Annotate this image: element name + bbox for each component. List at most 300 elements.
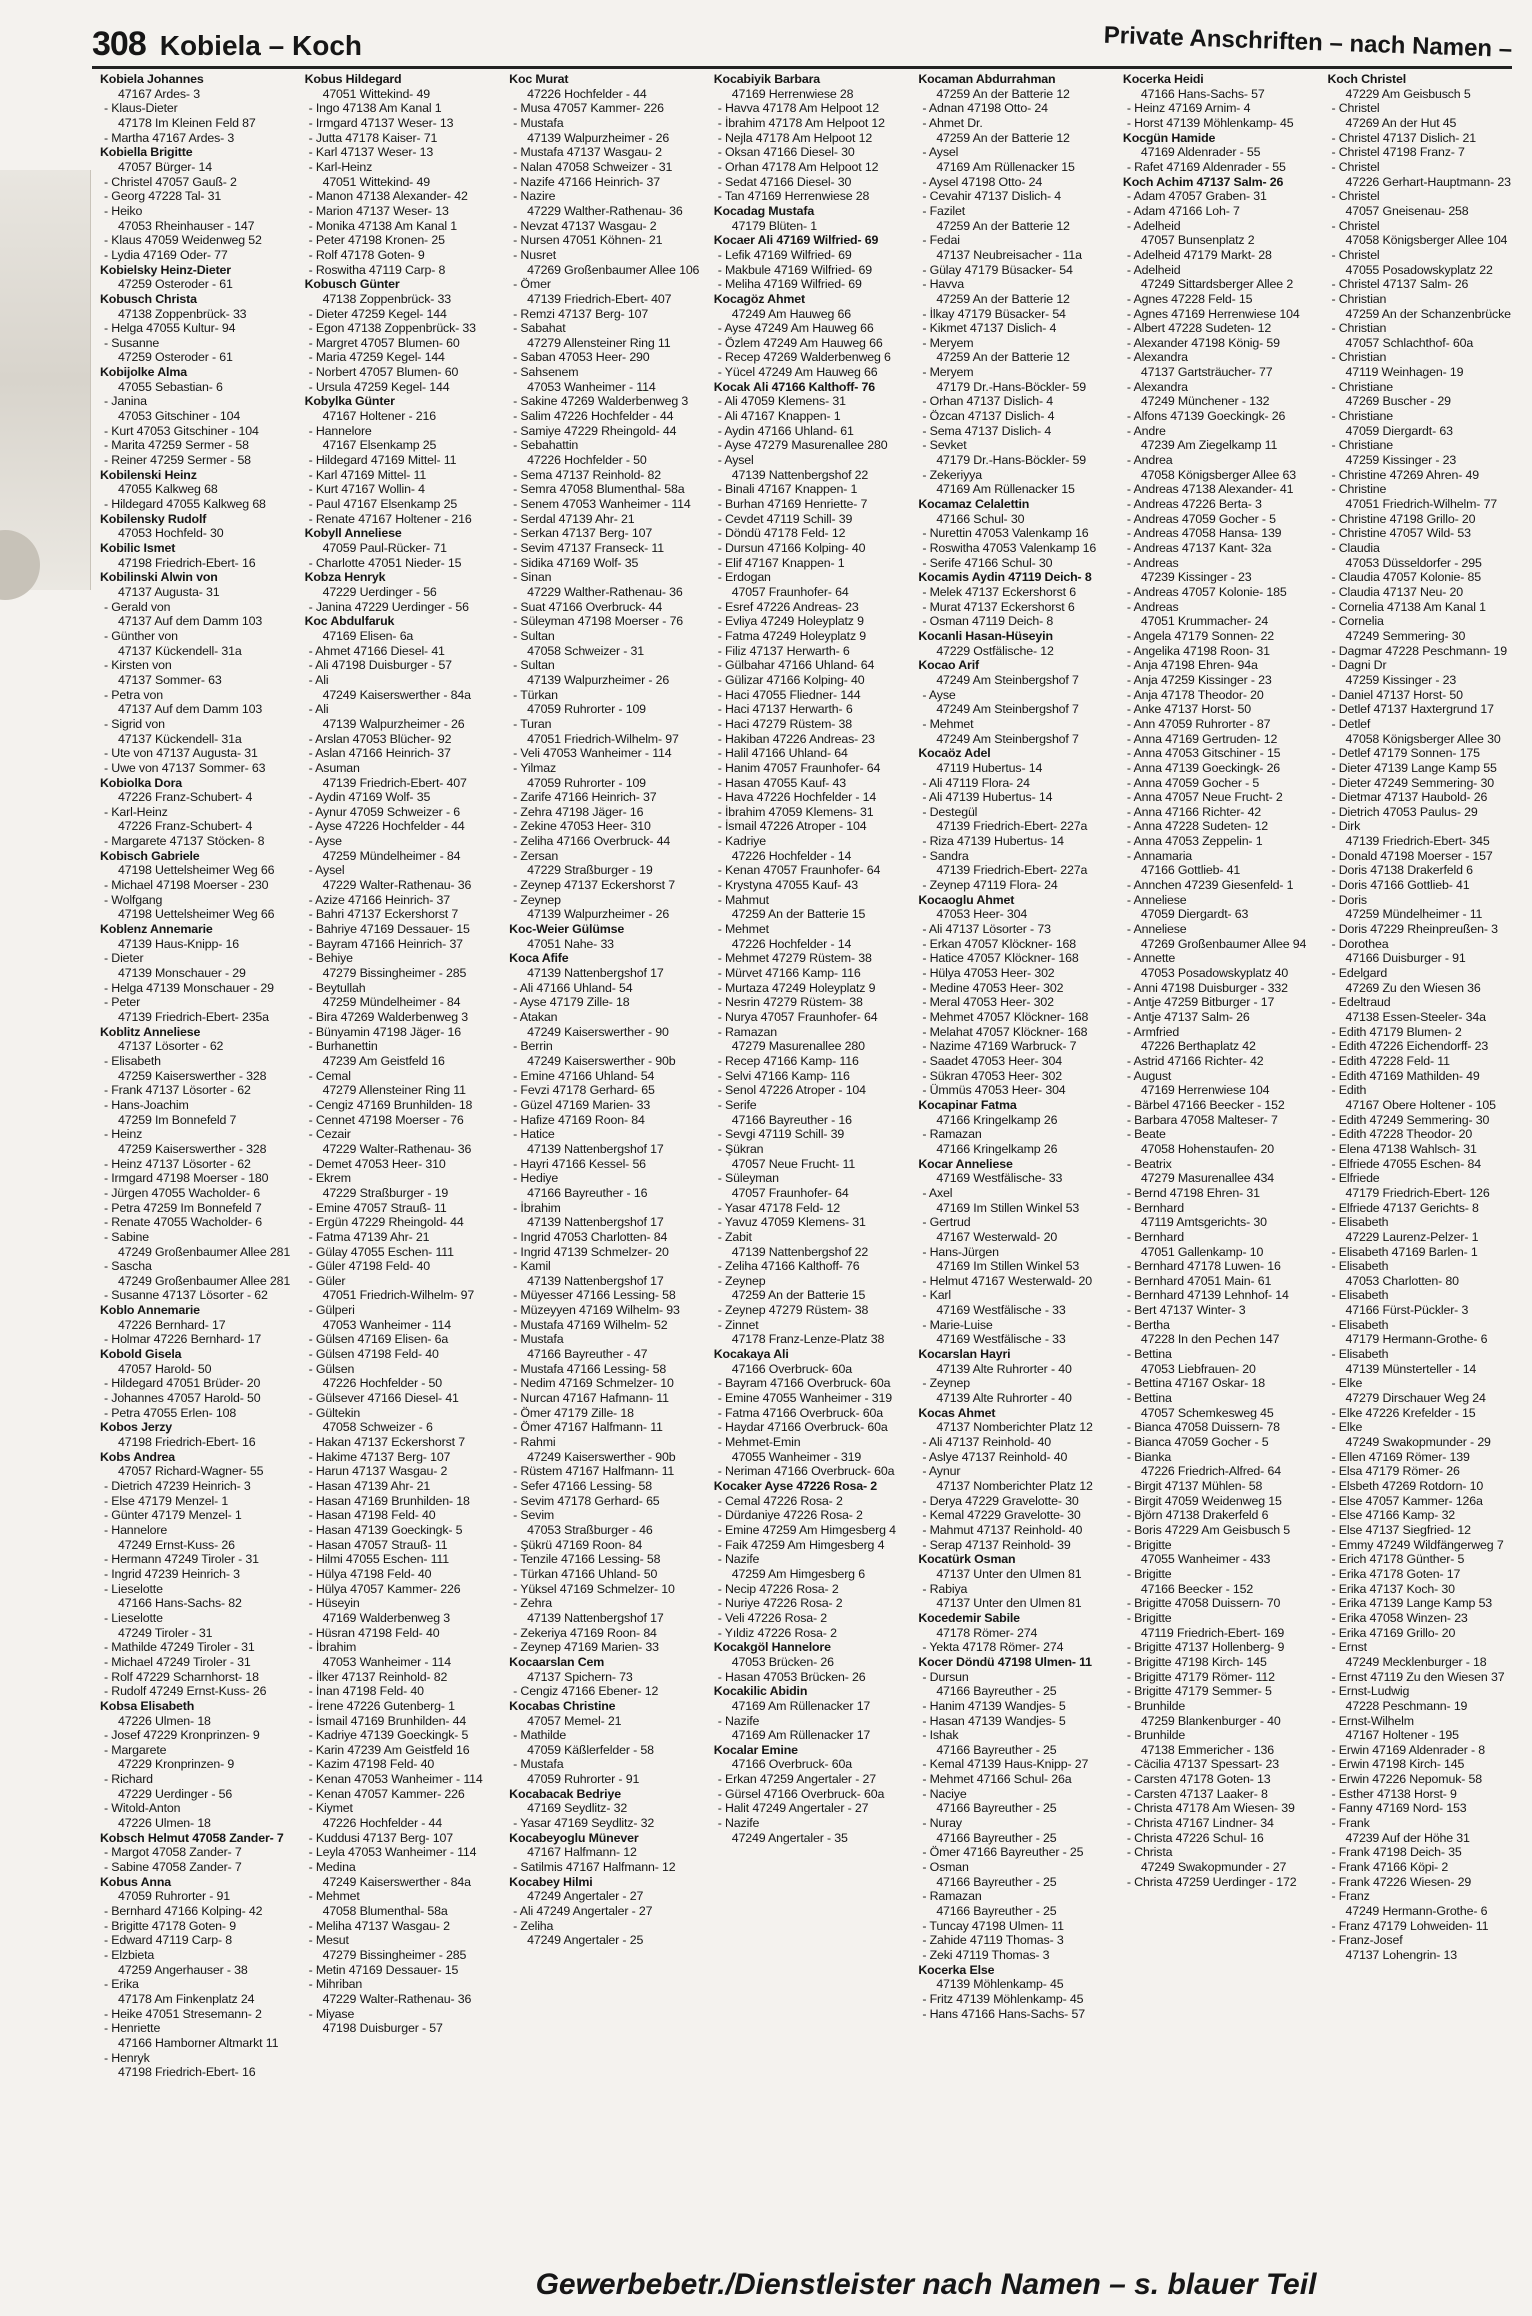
address-line: 47169 Am Rüllenacker 17 [731, 1698, 871, 1713]
given-name-entry: - Rolf 47178 Goten- 9 [308, 247, 425, 262]
given-name-entry: - Tan 47169 Herrenwiese 28 [717, 189, 870, 204]
given-name-entry: - Hildegard 47169 Mittel- 11 [308, 453, 457, 468]
given-name-entry: - Hasan 47169 Brunhilden- 18 [308, 1493, 470, 1508]
given-name-entry: - Ekrem [308, 1171, 351, 1186]
given-name-entry: - Anna 47228 Sudeten- 12 [1126, 819, 1268, 834]
address-line: 47055 Wanheimer - 319 [731, 1449, 862, 1464]
address-line: 47166 Hans-Sachs- 57 [1140, 86, 1265, 101]
surname-heading: Koch Christel [1327, 72, 1407, 86]
address-line: 47226 Bernhard- 17 [118, 1317, 226, 1332]
given-name-entry: - Witold-Anton [104, 1801, 181, 1816]
given-name-entry: - Dursun 47166 Kolping- 40 [717, 541, 866, 555]
given-name-entry: - Mustafa [513, 1757, 564, 1772]
given-name-entry: - Astrid 47166 Richter- 42 [1126, 1053, 1264, 1068]
address-line: 47198 Friedrich-Ebert- 16 [118, 2065, 256, 2080]
given-name-entry: - Michael 47198 Moerser - 230 [104, 878, 269, 893]
surname-heading: Kocarslan Hayri [918, 1347, 1011, 1362]
given-name-entry: - Rabiya [922, 1581, 968, 1596]
address-line: 47226 Franz-Schubert- 4 [118, 790, 253, 805]
address-line: 47249 Am Steinbergshof 7 [936, 702, 1079, 717]
surname-heading: Kobold Gisela [100, 1347, 182, 1362]
given-name-entry: - Aslye 47137 Reinhold- 40 [922, 1449, 1068, 1464]
given-name-entry: - Annamaria [1126, 848, 1193, 863]
given-name-entry: - Hans 47166 Hans-Sachs- 57 [922, 2006, 1085, 2021]
given-name-entry: - Atakan [513, 1010, 558, 1024]
listing-column-4 [714, 72, 907, 2262]
given-name-entry: - Bira 47269 Walderbenweg 3 [308, 1010, 468, 1024]
given-name-entry: - Veli 47053 Wanheimer - 114 [513, 746, 672, 761]
address-line: 47249 Kaiserswerther - 84a [322, 1874, 471, 1889]
given-name-entry: - Şükran [717, 1141, 764, 1156]
given-name-entry: - Andreas 47226 Berta- 3 [1126, 497, 1262, 512]
surname-heading: Kocagöz Ahmet [713, 291, 805, 306]
given-name-entry: - Fatma 47166 Overbruck- 60a [717, 1405, 883, 1420]
given-name-entry: - Sevgi 47119 Schill- 39 [717, 1127, 845, 1142]
given-name-entry: - Adam 47057 Graben- 31 [1126, 189, 1267, 204]
given-name-entry: - Heiko [104, 203, 143, 218]
given-name-entry: - Bernhard 47051 Main- 61 [1126, 1273, 1272, 1288]
surname-heading: Kobiolka Dora [100, 775, 183, 790]
given-name-entry: - Nazife 47166 Heinrich- 37 [513, 174, 660, 189]
given-name-entry: - Renate 47167 Holtener - 216 [308, 511, 472, 526]
given-name-entry: - Anna 47053 Gitschiner - 15 [1126, 746, 1281, 761]
address-line: 47249 Angertaler - 25 [527, 1933, 644, 1948]
given-name-entry: - Kenan 47053 Wanheimer - 114 [308, 1772, 483, 1787]
given-name-entry: - Hakiban 47226 Andreas- 23 [717, 731, 875, 746]
given-name-entry: - Andreas 47057 Kolonie- 185 [1126, 584, 1287, 599]
given-name-entry: - Meliha 47137 Wasgau- 2 [308, 1918, 450, 1933]
given-name-entry: - Derya 47229 Gravelotte- 30 [922, 1493, 1079, 1508]
address-line: 47249 Angertaler - 27 [527, 1889, 644, 1904]
given-name-entry: - Anja 47178 Theodor- 20 [1126, 687, 1264, 702]
address-line: 47139 Friedrich-Ebert- 345 [1345, 834, 1490, 849]
given-name-entry: - Anni 47198 Duisburger - 332 [1126, 980, 1288, 995]
given-name-entry: - Dagni Dr [1331, 658, 1387, 673]
given-name-entry: - Björn 47138 Drakerfeld 6 [1126, 1508, 1269, 1523]
address-line: 47166 Bayreuther - 16 [527, 1185, 648, 1200]
given-name-entry: - Zehra [513, 1596, 553, 1611]
address-line: 47249 Kaiserswerther - 90 [527, 1024, 669, 1039]
given-name-entry: - Christa 47167 Lindner- 34 [1126, 1816, 1274, 1831]
address-line: 47057 Schlachthof- 60a [1345, 335, 1474, 350]
address-line: 47279 Allensteiner Ring 11 [527, 335, 671, 350]
given-name-entry: - Turan [513, 716, 552, 731]
given-name-entry: - Edith [1331, 1083, 1367, 1098]
given-name-entry: - Ayse 47226 Hochfelder - 44 [308, 819, 465, 834]
address-line: 47166 Bayreuther - 25 [936, 1801, 1057, 1816]
address-line: 47051 Gallenkamp- 10 [1140, 1244, 1264, 1259]
given-name-entry: - Erika 47178 Goten- 17 [1331, 1566, 1461, 1581]
address-line: 47058 Schweizer - 31 [527, 643, 645, 658]
address-line: 47053 Wanheimer - 114 [527, 379, 656, 394]
given-name-entry: - Elke 47226 Krefelder - 15 [1331, 1405, 1476, 1420]
given-name-entry: - Elzbieta [104, 1948, 155, 1962]
address-line: 47259 An der Batterie 12 [936, 130, 1070, 145]
given-name-entry: - Hasan 47139 Goeckingk- 5 [308, 1522, 463, 1537]
given-name-entry: - Erwin 47198 Kirch- 145 [1331, 1757, 1465, 1772]
given-name-entry: - Metin 47169 Dessauer- 15 [308, 1962, 459, 1977]
given-name-entry: - Mustafa 47137 Wasgau- 2 [513, 145, 662, 160]
address-line: 47119 Amtsgerichts- 30 [1140, 1215, 1267, 1230]
given-name-entry: - Maria 47259 Kegel- 144 [308, 350, 445, 365]
address-line: 47058 Hohenstaufen- 20 [1140, 1141, 1274, 1156]
given-name-entry: - Leyla 47053 Wanheimer - 114 [308, 1845, 477, 1860]
surname-heading: Koblenz Annemarie [100, 922, 213, 937]
given-name-entry: - Ömer 47167 Halfmann- 11 [513, 1420, 663, 1435]
given-name-entry: - Andreas 47058 Hansa- 139 [1126, 526, 1282, 541]
address-line: 47226 Hochfelder - 44 [322, 1816, 443, 1831]
given-name-entry: - Marion 47137 Weser- 13 [308, 203, 449, 218]
given-name-entry: - Sükran 47053 Heer- 302 [922, 1068, 1062, 1083]
given-name-entry: - Anja 47259 Kissinger - 23 [1126, 672, 1272, 687]
surname-heading: Kobza Henryk [304, 570, 386, 585]
given-name-entry: - Hava 47226 Hochfelder - 14 [717, 790, 877, 805]
address-line: 47166 Kringelkamp 26 [936, 1141, 1058, 1156]
given-name-entry: - Andrea [1126, 453, 1173, 468]
given-name-entry: - Frank [1331, 1816, 1370, 1831]
given-name-entry: - Esther 47138 Horst- 9 [1331, 1786, 1457, 1801]
given-name-entry: - Gerald von [104, 599, 171, 614]
given-name-entry: - Ingrid 47053 Charlotten- 84 [513, 1229, 668, 1244]
given-name-entry: - Christel 47137 Salm- 26 [1331, 277, 1469, 292]
given-name-entry: - Özcan 47137 Dislich- 4 [922, 409, 1055, 424]
given-name-entry: - Sigrid von [104, 716, 165, 731]
given-name-entry: - Bianka [1126, 1449, 1172, 1464]
address-line: 47055 Sebastian- 6 [118, 379, 223, 394]
given-name-entry: - Anna 47057 Neue Frucht- 2 [1126, 790, 1283, 805]
given-name-entry: - Brigitte 47179 Römer- 112 [1126, 1669, 1275, 1684]
given-name-entry: - Beate [1126, 1127, 1166, 1142]
address-line: 47259 Osteroder - 61 [118, 350, 233, 365]
address-line: 47279 Allensteiner Ring 11 [322, 1083, 466, 1098]
given-name-entry: - Nursen 47051 Köhnen- 21 [513, 233, 663, 248]
given-name-entry: - Mustafa [513, 115, 564, 130]
address-line: 47259 An der Schanzenbrücke [1345, 306, 1511, 321]
address-line: 47239 Am Geistfeld 16 [322, 1053, 445, 1068]
given-name-entry: - Gülsever 47166 Diesel- 41 [308, 1391, 459, 1406]
address-line: 47229 Walther-Rathenau- 36 [527, 584, 683, 599]
surname-heading: Kobisch Gabriele [100, 848, 200, 863]
address-line: 47249 Swakopmunder - 29 [1345, 1435, 1491, 1450]
address-line: 47139 Haus-Knipp- 16 [118, 936, 239, 951]
address-line: 47198 Duisburger - 57 [322, 2021, 443, 2036]
surname-heading: Kocer Döndü 47198 Ulmen- 11 [918, 1654, 1092, 1669]
address-line: 47057 Schemkesweg 45 [1140, 1405, 1274, 1420]
given-name-entry: - Anna 47169 Gertruden- 12 [1126, 731, 1278, 746]
surname-heading: Kocak Ali 47166 Kalthoff- 76 [713, 379, 876, 394]
address-line: 47229 Walter-Rathenau- 36 [322, 1991, 472, 2006]
address-line: 47137 Lohengrin- 13 [1345, 1948, 1457, 1962]
given-name-entry: - Elfriede 47055 Eschen- 84 [1331, 1156, 1482, 1171]
given-name-entry: - Aynur 47059 Schweizer - 6 [308, 804, 460, 819]
given-name-entry: - Murat 47137 Eckershorst 6 [922, 599, 1075, 614]
given-name-entry: - Detlef 47137 Haxtergrund 17 [1331, 702, 1494, 717]
given-name-entry: - Elisabeth [1331, 1215, 1389, 1230]
surname-heading: Kocedemir Sabile [918, 1610, 1020, 1625]
given-name-entry: - Hans-Joachim [104, 1097, 189, 1112]
entry-list [1123, 72, 1316, 1889]
address-line: 47166 Overbruck- 60a [731, 1361, 853, 1376]
address-line: 47057 Fraunhofer- 64 [731, 1185, 849, 1200]
page-header [92, 20, 1512, 64]
given-name-entry: - Esref 47226 Andreas- 23 [717, 599, 859, 614]
address-line: 47229 Ostfälische- 12 [936, 643, 1054, 658]
address-line: 47139 Walpurzheimer - 26 [527, 130, 670, 145]
given-name-entry: - Mesut [308, 1933, 349, 1948]
given-name-entry: - Elfriede [1331, 1171, 1380, 1186]
given-name-entry: - Ann 47059 Ruhrorter - 87 [1126, 716, 1271, 731]
given-name-entry: - Erika 47169 Grillo- 20 [1331, 1625, 1456, 1640]
address-line: 47119 Hubertus- 14 [936, 760, 1043, 775]
given-name-entry: - Brigitte 47178 Goten- 9 [104, 1918, 236, 1933]
given-name-entry: - Zehra 47198 Jäger- 16 [513, 804, 644, 819]
address-line: 47059 Ruhrorter - 109 [527, 702, 646, 717]
given-name-entry: - Birgit 47059 Weidenweg 15 [1126, 1493, 1282, 1508]
address-line: 47053 Brücken- 26 [731, 1654, 834, 1669]
given-name-entry: - Sema 47137 Reinhold- 82 [513, 467, 661, 482]
surname-heading: Kobs Andrea [100, 1449, 175, 1464]
address-line: 47051 Nahe- 33 [527, 936, 614, 951]
given-name-entry: - Elsa 47179 Römer- 26 [1331, 1464, 1460, 1479]
given-name-entry: - Erkan 47057 Klöckner- 168 [922, 936, 1076, 951]
given-name-entry: - Alexandra [1126, 379, 1188, 394]
given-name-entry: - Peter 47198 Kronen- 25 [308, 233, 445, 248]
given-name-entry: - Zinnet [717, 1317, 759, 1332]
given-name-entry: - Yavuz 47059 Klemens- 31 [717, 1215, 866, 1230]
given-name-entry: - Susanne [104, 335, 160, 350]
given-name-entry: - Adelheid [1126, 218, 1181, 233]
address-line: 47259 Blankenburger - 40 [1140, 1713, 1281, 1728]
address-line: 47138 Zoppenbrück- 33 [322, 291, 452, 306]
given-name-entry: - Gertrud [922, 1215, 971, 1230]
given-name-entry: - Henriette [104, 2021, 161, 2036]
given-name-entry: - Rafet 47169 Aldenrader - 55 [1126, 159, 1286, 174]
given-name-entry: - Ishak [922, 1728, 959, 1743]
given-name-entry: - Türkan 47166 Uhland- 50 [513, 1566, 658, 1581]
given-name-entry: - Heinz 47169 Arnim- 4 [1126, 101, 1251, 116]
given-name-entry: - Hannelore [308, 423, 372, 438]
given-name-entry: - İrene 47226 Gutenberg- 1 [308, 1698, 455, 1713]
given-name-entry: - Yilmaz [513, 760, 557, 775]
given-name-entry: - Sefer 47166 Lessing- 58 [513, 1479, 652, 1493]
given-name-entry: - Hatice [513, 1127, 555, 1142]
given-name-entry: - Erdogan [717, 570, 771, 585]
address-line: 47169 Am Rüllenacker 17 [731, 1728, 871, 1743]
address-line: 47179 Friedrich-Ebert- 126 [1345, 1185, 1490, 1200]
address-line: 47259 Mündelheimer - 11 [1345, 907, 1483, 922]
given-name-entry: - Zeki 47119 Thomas- 3 [922, 1948, 1050, 1962]
given-name-entry: - Sinan [513, 570, 552, 585]
address-line: 47137 Nomberichter Platz 12 [936, 1479, 1093, 1493]
given-name-entry: - Erkan 47259 Angertaler - 27 [717, 1772, 876, 1787]
given-name-entry: - Halit 47249 Angertaler - 27 [717, 1801, 869, 1816]
given-name-entry: - Mehmet 47166 Schul- 26a [922, 1772, 1072, 1787]
given-name-entry: - Aydin 47166 Uhland- 61 [717, 423, 854, 438]
address-line: 47169 Im Stillen Winkel 53 [936, 1259, 1080, 1274]
address-line: 47259 An der Batterie 12 [936, 218, 1070, 233]
given-name-entry: - Edward 47119 Carp- 8 [104, 1933, 233, 1948]
address-line: 47166 Bayreuther - 16 [731, 1112, 852, 1127]
address-line: 47229 Straßburger - 19 [527, 863, 653, 878]
given-name-entry: - Remzi 47137 Berg- 107 [513, 306, 649, 321]
surname-heading: Kobilenski Heinz [100, 467, 197, 482]
given-name-entry: - Karl 47137 Weser- 13 [308, 145, 434, 160]
given-name-entry: - Bernd 47198 Ehren- 31 [1126, 1185, 1260, 1200]
given-name-entry: - Mustafa [513, 1332, 564, 1347]
surname-heading: Kobusch Günter [304, 277, 400, 292]
given-name-entry: - Frank 47226 Wiesen- 29 [1331, 1874, 1472, 1889]
address-line: 47179 Blüten- 1 [731, 218, 817, 233]
given-name-entry: - Reiner 47259 Sermer - 58 [104, 453, 251, 468]
entry-list [100, 72, 293, 2080]
given-name-entry: - Dieter 47259 Kegel- 144 [308, 306, 447, 321]
address-line: 47279 Dirschauer Weg 24 [1345, 1391, 1486, 1406]
given-name-entry: - Beatrix [1126, 1156, 1172, 1171]
listing-columns [100, 72, 1520, 2262]
given-name-entry: - Bettina [1126, 1347, 1172, 1362]
given-name-entry: - Hannelore [104, 1522, 168, 1537]
given-name-entry: - Hasan 47139 Wandjes- 5 [922, 1713, 1066, 1728]
surname-heading: Kocamaz Celalettin [918, 497, 1030, 512]
address-line: 47137 Neubreisacher - 11a [936, 247, 1082, 262]
address-line: 47259 An der Batterie 15 [731, 1288, 866, 1303]
given-name-entry: - İbrahim 47178 Am Helpoot 12 [717, 115, 885, 130]
address-line: 47053 Straßburger - 46 [527, 1522, 653, 1537]
given-name-entry: - Aslan 47166 Heinrich- 37 [308, 746, 451, 761]
address-line: 47279 Bissingheimer - 285 [322, 966, 467, 981]
given-name-entry: - Helga 47055 Kultur- 94 [104, 321, 236, 336]
given-name-entry: - Günter 47179 Menzel- 1 [104, 1508, 242, 1523]
address-line: 47166 Bayreuther - 47 [527, 1347, 648, 1362]
name-range-title: Kobiela – Koch [159, 30, 362, 61]
given-name-entry: - Yasar 47169 Seydlitz- 32 [513, 1816, 655, 1831]
given-name-entry: - Türkan [513, 687, 558, 702]
given-name-entry: - Elisabeth [1331, 1317, 1389, 1332]
given-name-entry: - Annette [1126, 951, 1176, 966]
given-name-entry: - Mehmet [922, 716, 974, 731]
address-line: 47226 Ulmen- 18 [118, 1816, 211, 1831]
given-name-entry: - Ingrid 47139 Schmelzer- 20 [513, 1244, 669, 1259]
address-line: 47166 Fürst-Pückler- 3 [1345, 1303, 1469, 1318]
given-name-entry: - Mahmut 47137 Reinhold- 40 [922, 1522, 1083, 1537]
surname-heading: Kocabas Christine [509, 1698, 616, 1713]
given-name-entry: - Oksan 47166 Diesel- 30 [717, 145, 855, 160]
address-line: 47229 Am Geisbusch 5 [1345, 86, 1471, 101]
given-name-entry: - Sidika 47169 Wolf- 35 [513, 555, 639, 570]
given-name-entry: - Elisabeth 47169 Barlen- 1 [1331, 1244, 1478, 1259]
given-name-entry: - Brunhilde [1126, 1728, 1186, 1743]
given-name-entry: - Elfriede 47137 Gerichts- 8 [1331, 1200, 1479, 1215]
given-name-entry: - Hüseyin [308, 1596, 360, 1611]
given-name-entry: - Zeynep [717, 1273, 766, 1288]
given-name-entry: - Lydia 47169 Oder- 77 [104, 247, 228, 262]
given-name-entry: - Fanny 47169 Nord- 153 [1331, 1801, 1467, 1816]
given-name-entry: - Güler [308, 1273, 346, 1288]
address-line: 47226 Hochfelder - 44 [527, 86, 647, 101]
given-name-entry: - Burhanettin [308, 1039, 378, 1054]
given-name-entry: - Kamil [513, 1259, 551, 1274]
given-name-entry: - Gültekin [308, 1405, 361, 1420]
given-name-entry: - Bernhard [1126, 1229, 1184, 1244]
given-name-entry: - Hakan 47137 Eckershorst 7 [308, 1435, 466, 1450]
given-name-entry: - Makbule 47169 Wilfried- 69 [717, 262, 872, 277]
address-line: 47259 Angerhauser - 38 [118, 1962, 248, 1977]
given-name-entry: - Aysel [308, 863, 345, 878]
surname-heading: Koc Abdulfaruk [304, 614, 395, 629]
given-name-entry: - Miyase [308, 2006, 355, 2021]
given-name-entry: - Behiye [308, 951, 353, 966]
given-name-entry: - Doris 47166 Gottlieb- 41 [1331, 878, 1470, 893]
given-name-entry: - Dagmar 47228 Peschmann- 19 [1331, 643, 1508, 658]
given-name-entry: - Demet 47053 Heer- 310 [308, 1156, 446, 1171]
given-name-entry: - Selvi 47166 Kamp- 116 [717, 1068, 850, 1083]
address-line: 47137 Augusta- 31 [118, 584, 220, 599]
surname-heading: Kocakilic Abidin [713, 1684, 808, 1699]
given-name-entry: - Lefik 47169 Wilfried- 69 [717, 247, 852, 262]
surname-heading: Kocar Anneliese [918, 1156, 1013, 1171]
given-name-entry: - Christiane [1331, 379, 1394, 394]
given-name-entry: - Christa [1126, 1845, 1173, 1860]
given-name-entry: - Ergün 47229 Rheingold- 44 [308, 1215, 464, 1230]
given-name-entry: - Nurcan 47167 Hafmann- 11 [513, 1391, 669, 1406]
given-name-entry: - Bahri 47137 Eckershorst 7 [308, 907, 459, 922]
given-name-entry: - Cäcilia 47137 Spessart- 23 [1126, 1757, 1280, 1772]
address-line: 47139 Friedrich-Ebert- 407 [527, 291, 672, 306]
given-name-entry: - Asuman [308, 760, 360, 775]
given-name-entry: - Hülya 47198 Feld- 40 [308, 1566, 432, 1581]
given-name-entry: - Gülperi [308, 1303, 355, 1318]
given-name-entry: - Anna 47166 Richter- 42 [1126, 804, 1262, 819]
given-name-entry: - Edith 47169 Mathilden- 49 [1331, 1068, 1480, 1083]
given-name-entry: - Zeynep 47119 Flora- 24 [922, 878, 1058, 893]
address-line: 47137 Sommer- 63 [118, 672, 222, 687]
given-name-entry: - Brigitte 47198 Kirch- 145 [1126, 1654, 1267, 1669]
address-line: 47051 Wittekind- 49 [322, 86, 430, 101]
given-name-entry: - Christel [1331, 218, 1380, 233]
given-name-entry: - Bertha [1126, 1317, 1170, 1332]
given-name-entry: - Emine 47259 Am Himgesberg 4 [717, 1522, 896, 1537]
given-name-entry: - Elif 47167 Knappen- 1 [717, 555, 845, 570]
given-name-entry: - Alexander 47198 König- 59 [1126, 335, 1280, 350]
address-line: 47166 Hamborner Altmarkt 11 [118, 2035, 279, 2050]
given-name-entry: - Christine [1331, 482, 1387, 497]
address-line: 47229 Uerdinger - 56 [118, 1786, 233, 1801]
address-line: 47059 Paul-Rücker- 71 [322, 541, 447, 555]
address-line: 47137 Unter den Ulmen 81 [936, 1566, 1082, 1581]
address-line: 47057 Harold- 50 [118, 1361, 212, 1376]
given-name-entry: - Brigitte 47179 Semmer- 5 [1126, 1684, 1272, 1699]
given-name-entry: - Christiane [1331, 409, 1394, 424]
address-line: 47198 Friedrich-Ebert- 16 [118, 1435, 256, 1450]
given-name-entry: - Nazife [717, 1713, 760, 1728]
address-line: 47169 Elisen- 6a [322, 628, 414, 643]
given-name-entry: - Hans-Jürgen [922, 1244, 999, 1259]
given-name-entry: - Melahat 47057 Klöckner- 168 [922, 1024, 1088, 1039]
given-name-entry: - Aysel [717, 453, 754, 468]
given-name-entry: - Gülay 47179 Büsacker- 54 [922, 262, 1073, 277]
given-name-entry: - Zeliha [513, 1918, 554, 1933]
given-name-entry: - Christiane [1331, 438, 1394, 453]
given-name-entry: - Edith 47179 Blumen- 2 [1331, 1024, 1462, 1039]
given-name-entry: - Andreas 47138 Alexander- 41 [1126, 482, 1294, 497]
given-name-entry: - Sebahattin [513, 438, 579, 453]
surname-heading: Kobsa Elisabeth [100, 1698, 195, 1713]
address-line: 47229 Kronprinzen- 9 [118, 1757, 235, 1772]
given-name-entry: - Roswitha 47119 Carp- 8 [308, 262, 446, 277]
thumb-index-marker [0, 530, 40, 600]
given-name-entry: - Cengiz 47169 Brunhilden- 18 [308, 1097, 473, 1112]
given-name-entry: - Necip 47226 Rosa- 2 [717, 1581, 839, 1596]
